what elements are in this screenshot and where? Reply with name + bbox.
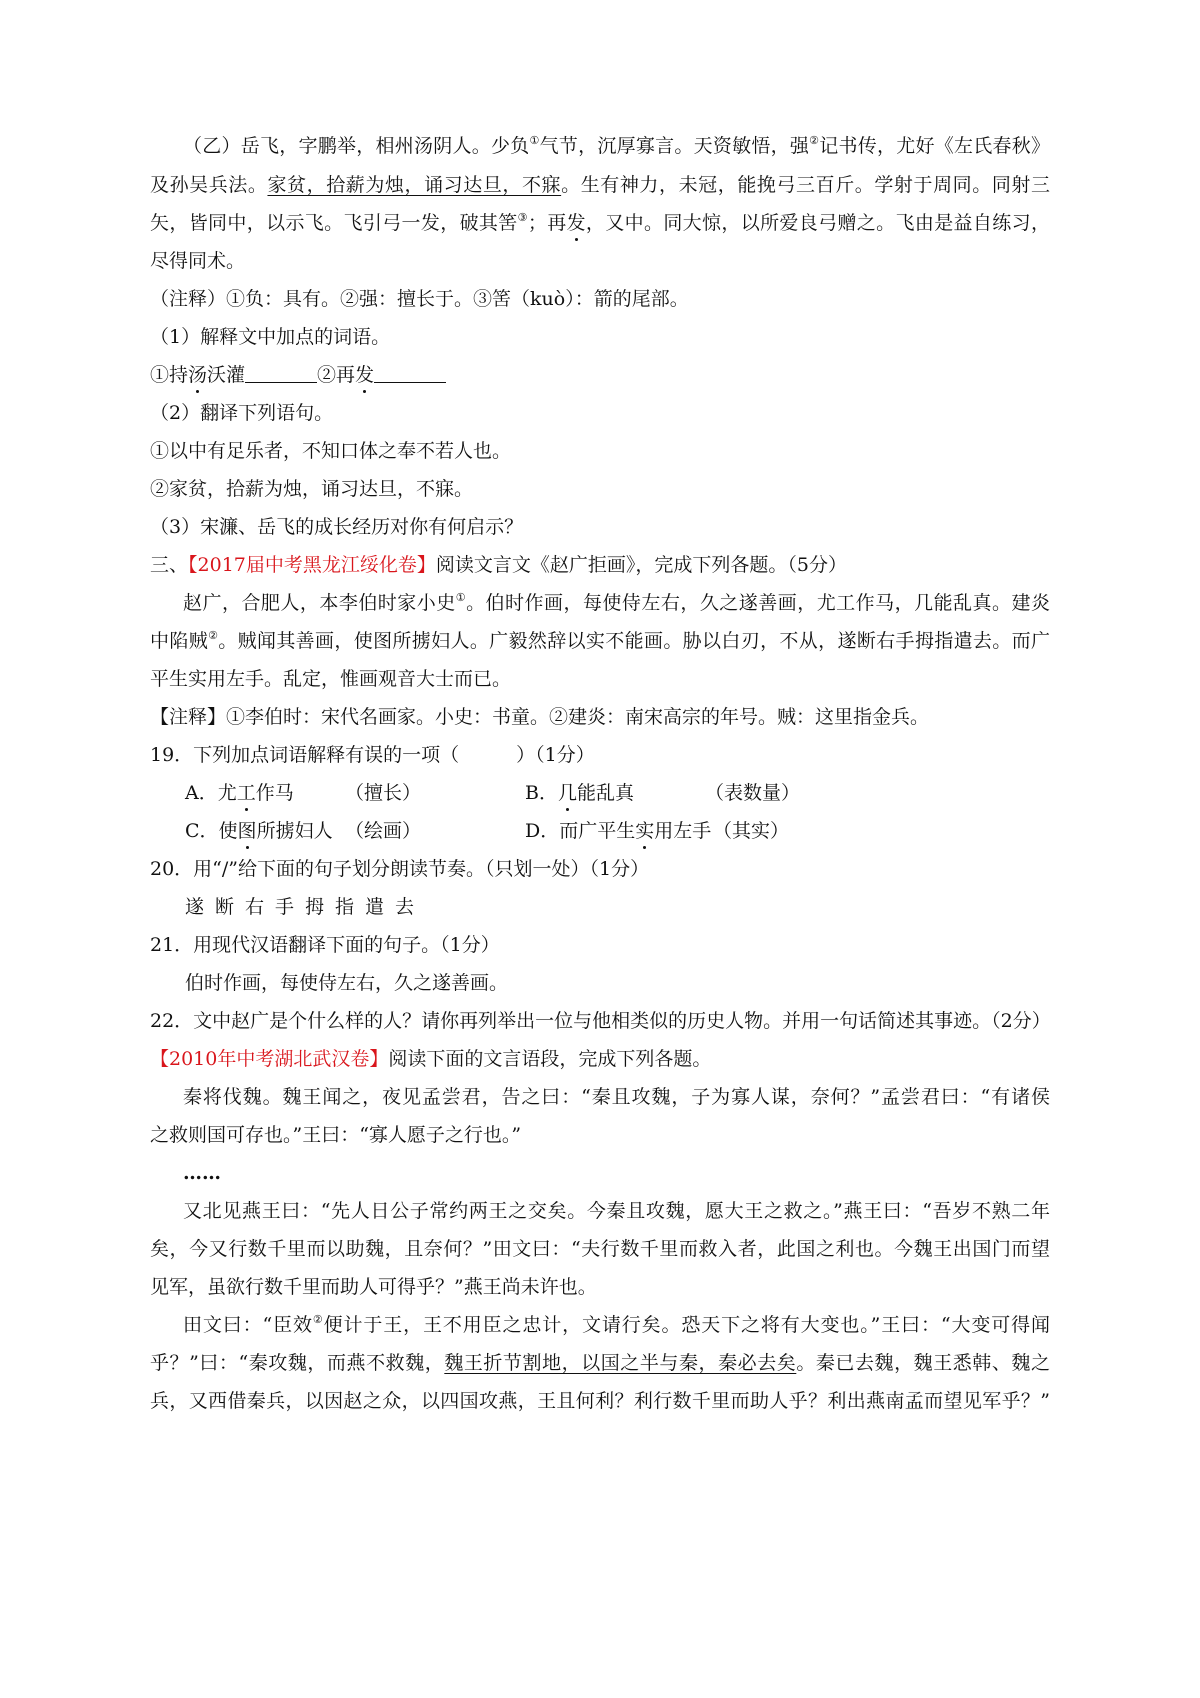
q21-sentence: 伯时作画，每使侍左右，久之遂善画。 xyxy=(185,972,509,994)
q1-items: ①持汤沃灌 ②再发 xyxy=(150,362,446,388)
section-4-ellipsis: …… xyxy=(183,1162,221,1184)
q19-stem: 19．下列加点词语解释有误的一项（ ）（1分） xyxy=(150,744,595,766)
passage-yi-note: （注释）①负：具有。②强：擅长于。③筈（kuò）：箭的尾部。 xyxy=(150,288,689,310)
q19-option-d: D．而广平生实用左手 xyxy=(525,820,712,842)
section-3-passage-line-1: 赵广，合肥人，本李伯时家小史①。伯时作画，每使侍左右，久之遂善画，尤工作马，几能乱真。建炎 xyxy=(183,591,1050,614)
passage-yi-line-2: 及孙吴兵法。家贫，拾薪为烛，诵习达旦，不寐。生有神力，未冠，能挽弓三百斤。学射于周同。同射三 xyxy=(150,174,1050,196)
section-4-p1-line-1: 秦将伐魏。魏王闻之，夜见孟尝君，告之曰：“秦且攻魏，子为寡人谋，奈何？”孟尝君曰：“有诸侯 xyxy=(183,1086,1050,1108)
section-4-p1-line-2: 之救则国可存也。”王曰：“寡人愿子之行也。” xyxy=(150,1124,522,1146)
q2-sentence-2: ②家贫，拾薪为烛，诵习达旦，不寐。 xyxy=(150,478,474,500)
section-4-p3-line-2: 乎？”曰：“秦攻魏，而燕不救魏，魏王折节割地，以国之半与秦，秦必去矣。秦已去魏，魏王悉韩、魏之 xyxy=(150,1352,1050,1374)
passage-yi-line-1: （乙）岳飞，字鹏举，相州汤阴人。少负①气节，沉厚寡言。天资敏悟，强②记书传，尤好《左氏春秋》 xyxy=(183,134,1050,157)
q19-option-c: C．使图所掳妇人 xyxy=(185,820,333,842)
section-4-heading: 【2010年中考湖北武汉卷】阅读下面的文言语段，完成下列各题。 xyxy=(150,1048,712,1070)
section-3-note: 【注释】①李伯时：宋代名画家。小史：书童。②建炎：南宋高宗的年号。贼：这里指金兵。 xyxy=(150,706,930,728)
q22-stem: 22．文中赵广是个什么样的人？请你再列举出一位与他相类似的历史人物。并用一句话简述其事迹。（2分） xyxy=(150,1010,1051,1032)
section-3-passage-line-2: 中陷贼②。贼闻其善画，使图所掳妇人。广毅然辞以实不能画。胁以白刃，不从，遂断右手拇指遣去。而广 xyxy=(150,629,1050,652)
q21-stem: 21．用现代汉语翻译下面的句子。（1分） xyxy=(150,934,500,956)
section-4-p3-line-3: 兵，又西借秦兵，以因赵之众，以四国攻燕，王且何利？利行数千里而助人乎？利出燕南孟而望见军乎？” xyxy=(150,1390,1050,1412)
q20-stem: 20．用“/”给下面的句子划分朗读节奏。（只划一处）（1分） xyxy=(150,858,650,880)
passage-yi-line-4: 尽得同术。 xyxy=(150,250,246,272)
answer-blank-2[interactable] xyxy=(374,362,446,383)
q19-option-b: B．几能乱真 xyxy=(525,782,634,804)
section-4-p3-line-1: 田文曰：“臣效②便计于王，王不用臣之忠计，文请行矣。恐天下之将有大变也。”王曰：“大变可得闻 xyxy=(183,1313,1050,1336)
q3-title: （3）宋濂、岳飞的成长经历对你有何启示？ xyxy=(150,516,524,538)
q19-options-ab: A．尤工作马 （擅长） B．几能乱真 （表数量） xyxy=(185,782,801,804)
q2-sentence-1: ①以中有足乐者，不知口体之奉不若人也。 xyxy=(150,440,512,462)
section-4-p2-line-3: 见军，虽欲行数千里而助人可得乎？”燕王尚未许也。 xyxy=(150,1276,597,1298)
q19-option-a: A．尤工作马 xyxy=(185,782,294,804)
q19-options-cd: C．使图所掳妇人 （绘画） D．而广平生实用左手（其实） xyxy=(185,820,790,842)
section-4-source: 【2010年中考湖北武汉卷】 xyxy=(150,1048,389,1070)
section-3-heading: 三、【2017届中考黑龙江绥化卷】阅读文言文《赵广拒画》，完成下列各题。（5分） xyxy=(150,554,847,576)
q20-sentence: 遂断右手拇指遣去 xyxy=(185,896,426,918)
answer-blank-1[interactable] xyxy=(245,362,317,383)
section-3-passage-line-3: 平生实用左手。乱定，惟画观音大士而已。 xyxy=(150,668,512,690)
section-3-source: 【2017届中考黑龙江绥化卷】 xyxy=(188,554,436,576)
section-4-p2-line-1: 又北见燕王曰：“先人日公子常约两王之交矣。今秦且攻魏，愿大王之救之。”燕王曰：“吾岁不熟二年 xyxy=(183,1200,1050,1222)
section-4-p2-line-2: 矣，今又行数千里而以助魏，且奈何？”田文曰：“夫行数千里而救入者，此国之利也。今魏王出国门而望 xyxy=(150,1238,1050,1260)
q2-title: （2）翻译下列语句。 xyxy=(150,402,334,424)
q1-title: （1）解释文中加点的词语。 xyxy=(150,326,391,348)
passage-yi-line-3: 矢，皆同中，以示飞。飞引弓一发，破其筈③；再发，又中。同大惊，以所爱良弓赠之。飞由是益自练习， xyxy=(150,211,1050,234)
